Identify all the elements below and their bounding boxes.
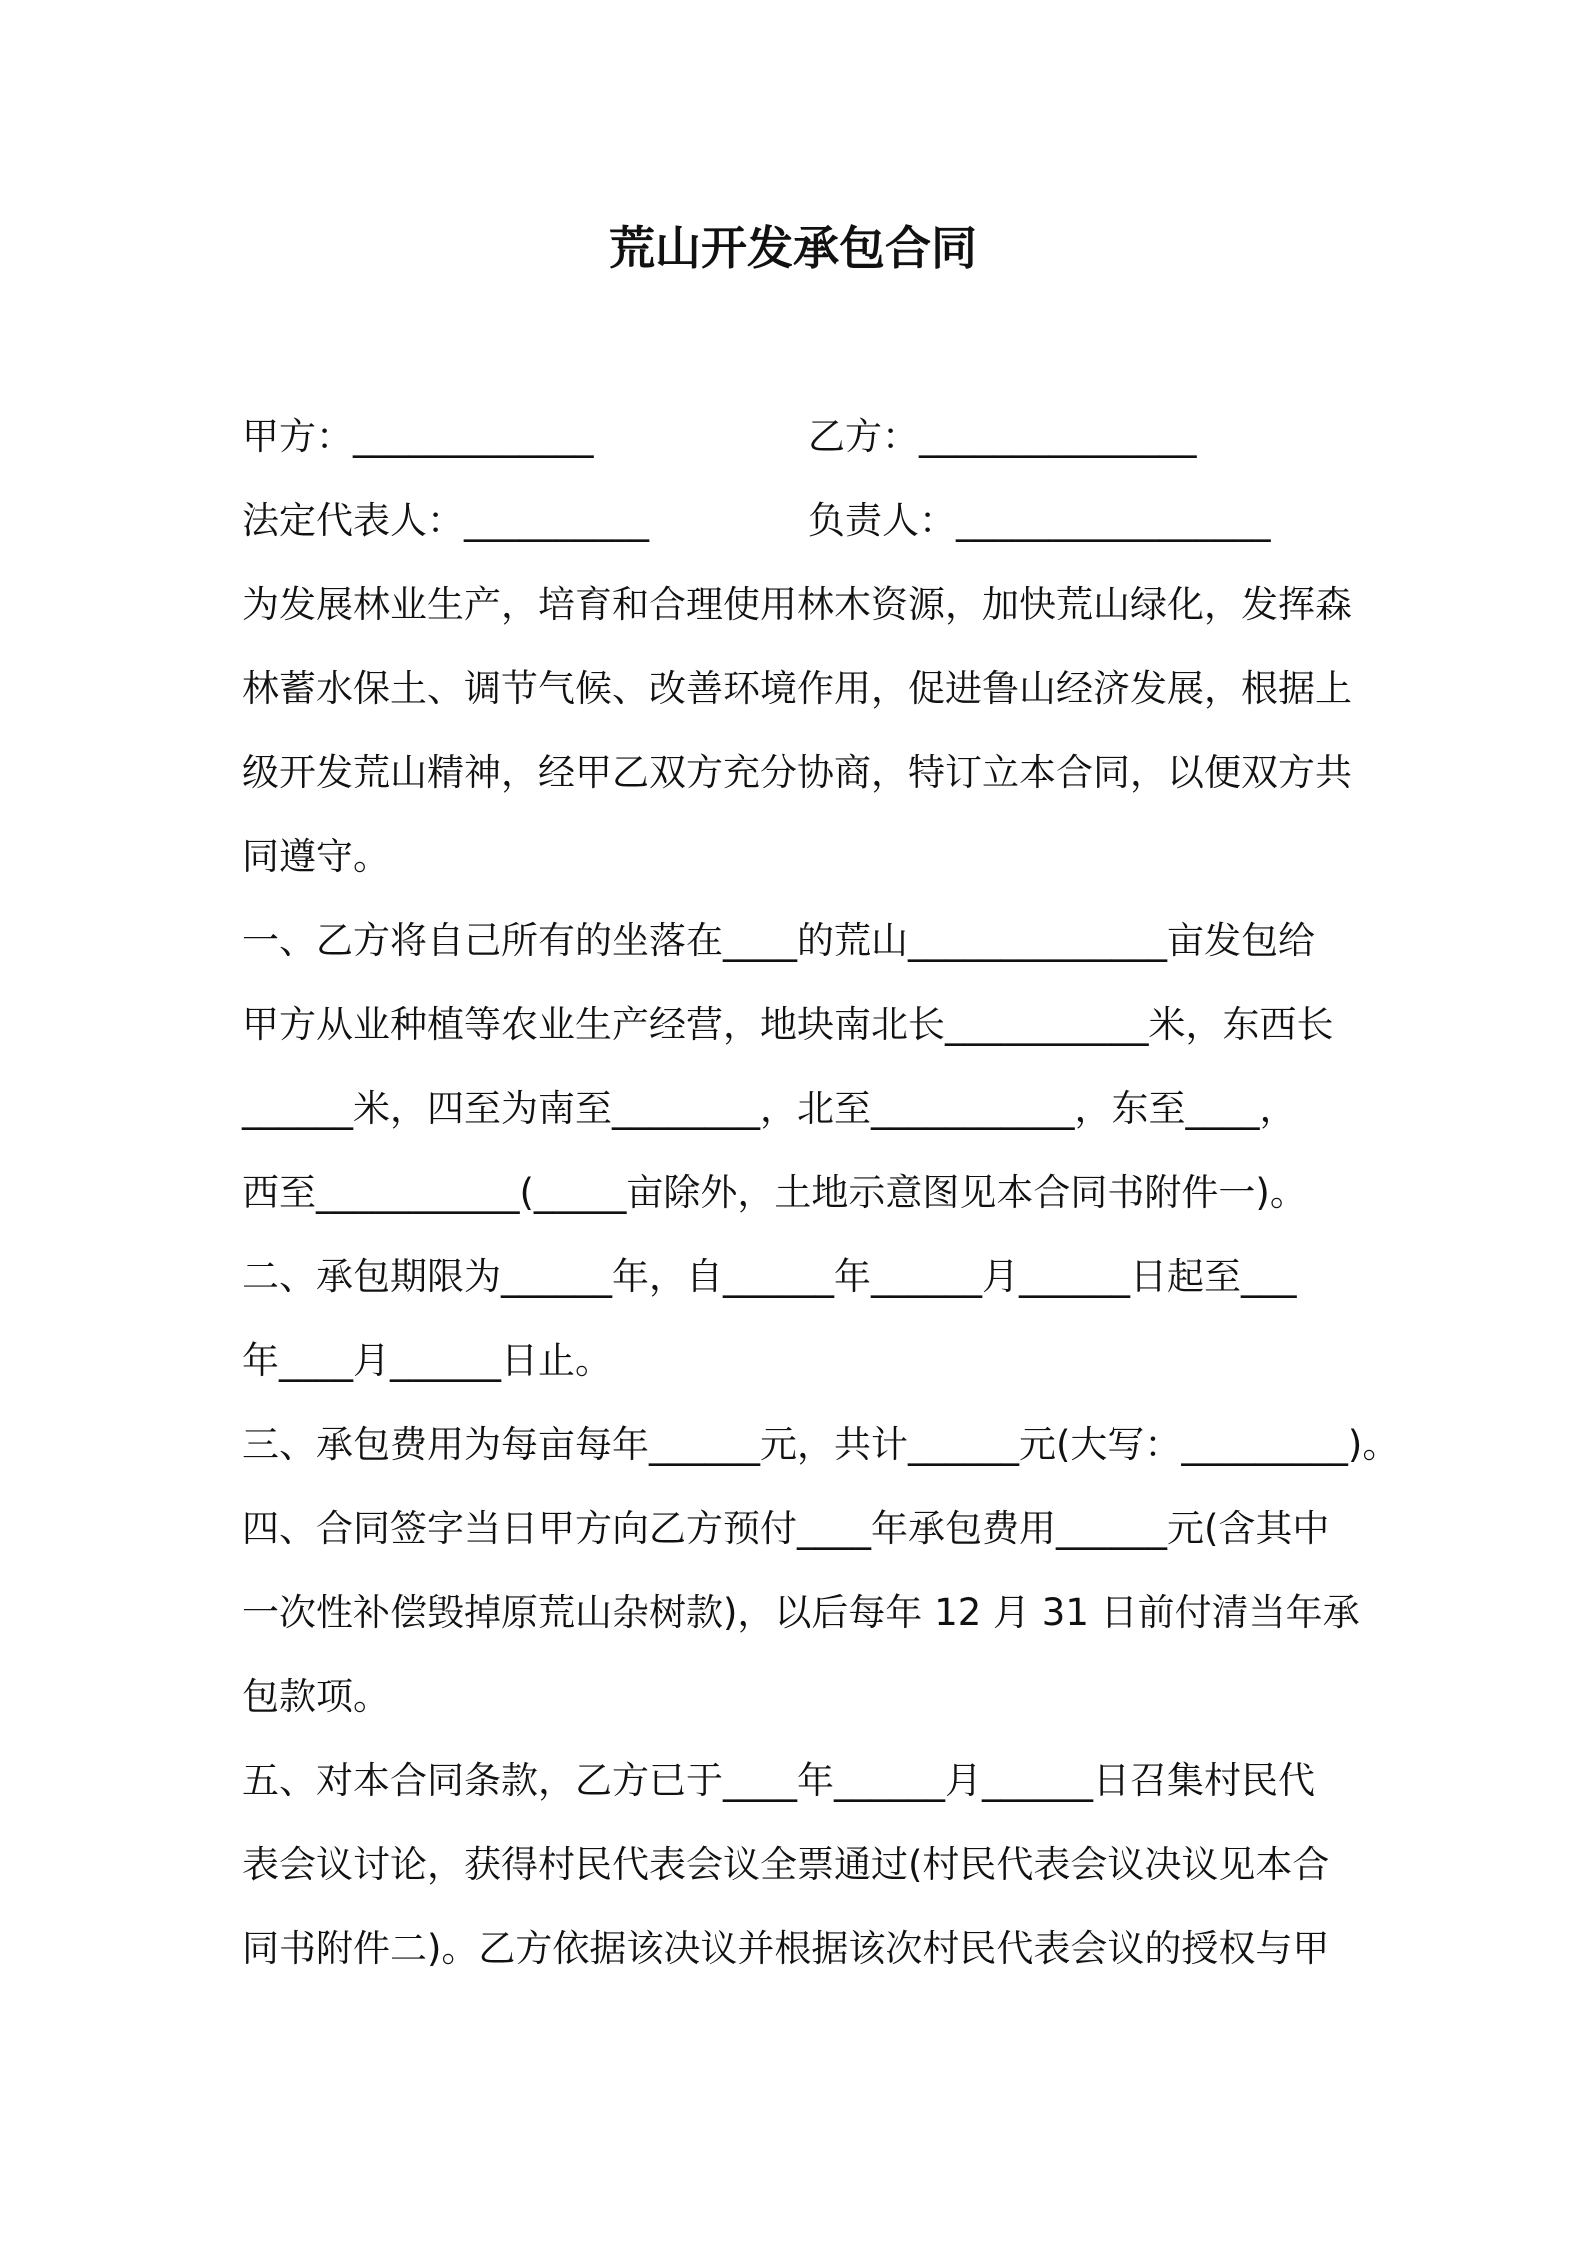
clause-3-paragraph [242,1403,1442,1487]
legal-representative-field: 法定代表人：__________ [242,499,649,542]
clause-5-paragraph [242,1739,1442,1991]
party-row-1 [242,395,1442,479]
party-a-field: 甲方：_____________ [242,415,594,458]
paragraph-line: 为发展林业生产，培育和合理使用林木资源，加快荒山绿化，发挥森 [242,583,1352,626]
paragraph-line: ______米，四至为南至________，北至___________，东至____， [242,1087,1297,1130]
paragraph-line: 五、对本合同条款，乙方已于____年______月______日召集村民代 [242,1759,1315,1802]
clause-4-paragraph [242,1487,1442,1739]
paragraph-line: 级开发荒山精神，经甲乙双方充分协商，特订立本合同，以便双方共 [242,751,1352,794]
person-in-charge-field: 负责人：_________________ [808,499,1271,542]
intro-paragraph [242,563,1442,899]
paragraph-line: 一、乙方将自己所有的坐落在____的荒山______________亩发包给 [242,919,1315,962]
paragraph-line: 西至___________(_____亩除外，土地示意图见本合同书附件一)。 [242,1171,1307,1214]
paragraph-line: 林蓄水保土、调节气候、改善环境作用，促进鲁山经济发展，根据上 [242,667,1352,710]
party-row-2 [242,479,1442,563]
paragraph-line: 同遵守。 [242,835,390,878]
paragraph-line: 二、承包期限为______年，自______年______月______日起至___ [242,1255,1297,1298]
clause-2-paragraph [242,1235,1442,1403]
document-title: 荒山开发承包合同 [609,221,977,275]
paragraph-line: 三、承包费用为每亩每年______元，共计______元(大写：_________)。 [242,1423,1400,1466]
contract-content [242,395,1442,1991]
clause-1-paragraph [242,899,1442,1235]
paragraph-line: 四、合同签字当日甲方向乙方预付____年承包费用______元(含其中 [242,1507,1330,1550]
paragraph-line: 甲方从业种植等农业生产经营，地块南北长___________米，东西长 [242,1003,1334,1046]
paragraph-line: 包款项。 [242,1675,390,1718]
paragraph-line: 年____月______日止。 [242,1339,612,1382]
paragraph-line: 一次性补偿毁掉原荒山杂树款)，以后每年 12 月 31 日前付清当年承 [242,1591,1360,1634]
party-b-field: 乙方：_______________ [808,415,1197,458]
paragraph-line: 同书附件二)。乙方依据该决议并根据该次村民代表会议的授权与甲 [242,1927,1330,1970]
paragraph-line: 表会议讨论，获得村民代表会议全票通过(村民代表会议决议见本合 [242,1843,1330,1886]
